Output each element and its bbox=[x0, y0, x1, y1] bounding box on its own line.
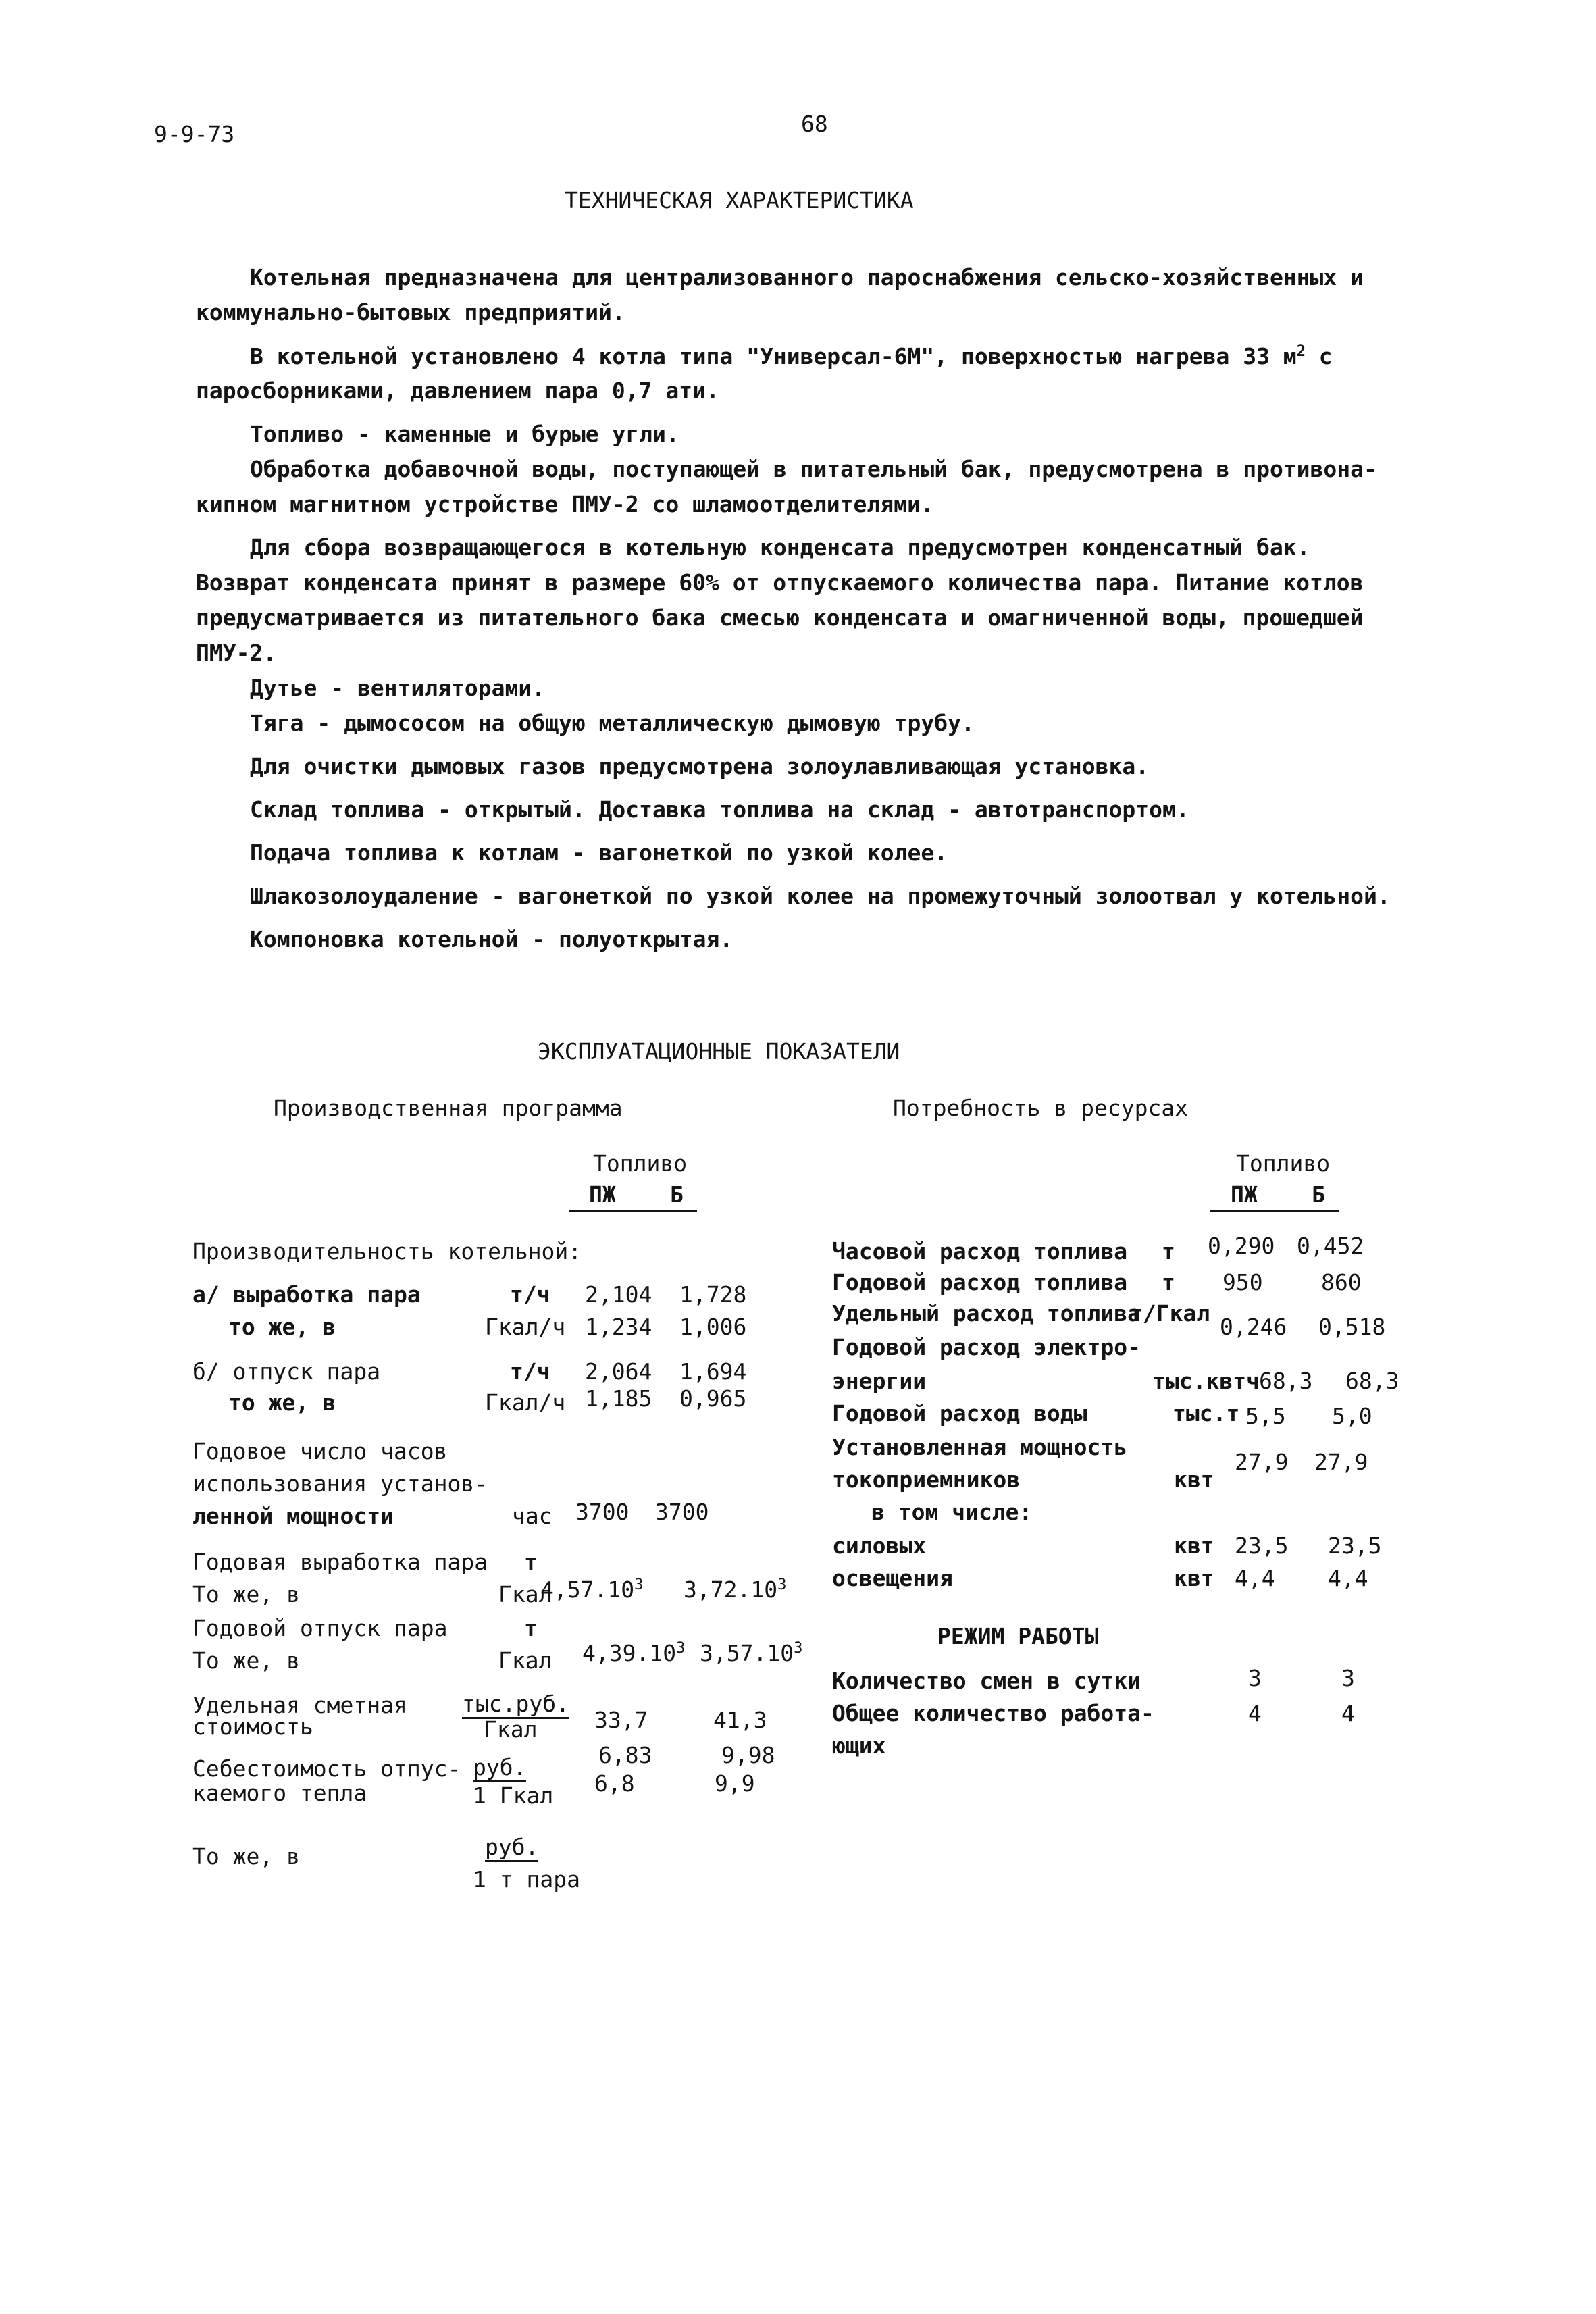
unit-denominator: 1 Гкал bbox=[473, 1782, 554, 1809]
fuel-b-label: Б bbox=[1312, 1181, 1325, 1208]
production-heading: Производственная программа bbox=[274, 1095, 623, 1121]
row-label: силовых bbox=[832, 1533, 927, 1559]
value-pzh: 1,234 bbox=[585, 1314, 652, 1340]
value-pzh: 0,290 bbox=[1208, 1233, 1275, 1259]
row-unit: т bbox=[1162, 1269, 1175, 1295]
row-label: а/ выработка пара bbox=[192, 1281, 421, 1308]
row-label: Установленная мощность bbox=[832, 1434, 1128, 1460]
value-pzh: 33,7 bbox=[594, 1707, 648, 1733]
value-b bbox=[700, 1640, 802, 1666]
row-unit: Гкал/ч bbox=[485, 1389, 566, 1416]
unit-numerator bbox=[473, 1755, 526, 1780]
paragraph-line: ПМУ-2. bbox=[196, 640, 277, 666]
document-code: 9-9-73 bbox=[154, 121, 235, 147]
value-mantissa: 3,72.10 bbox=[684, 1576, 778, 1603]
section-title: ЭКСПЛУАТАЦИОННЫЕ ПОКАЗАТЕЛИ bbox=[538, 1038, 900, 1064]
row-label: То же, в bbox=[192, 1647, 300, 1674]
value-b: 4,4 bbox=[1328, 1565, 1368, 1591]
row-unit: т bbox=[524, 1549, 538, 1575]
row-label: Количество смен в сутки bbox=[832, 1668, 1141, 1694]
row-label: Себестоимость отпус- bbox=[192, 1755, 461, 1782]
resources-heading: Потребность в ресурсах bbox=[893, 1095, 1189, 1121]
paragraph-line: Подача топлива к котлам - вагонеткой по узкой колее. bbox=[250, 840, 948, 866]
row-unit: т bbox=[524, 1615, 538, 1641]
row-label: стоимость bbox=[192, 1714, 313, 1740]
row-unit: квт bbox=[1174, 1466, 1214, 1493]
value-b: 5,0 bbox=[1332, 1403, 1372, 1429]
row-label: Годовой расход воды bbox=[832, 1400, 1087, 1426]
page-number: 68 bbox=[801, 111, 828, 137]
row-unit: т/ч bbox=[510, 1358, 550, 1385]
row-label: освещения bbox=[832, 1565, 953, 1591]
row-label: б/ отпуск пара bbox=[192, 1358, 381, 1385]
unit-denominator: 1 т пара bbox=[473, 1866, 580, 1893]
unit-numerator bbox=[485, 1834, 538, 1860]
row-label: То же, в bbox=[192, 1581, 300, 1608]
paragraph-line: Шлакозолоудаление - вагонеткой по узкой колее на промежуточный золоотвал у котельной. bbox=[250, 883, 1391, 909]
value-pzh: 5,5 bbox=[1245, 1403, 1286, 1429]
paragraph-text: с bbox=[1305, 343, 1333, 369]
row-unit: тыс.т bbox=[1173, 1400, 1240, 1426]
value-exponent: 3 bbox=[794, 1640, 803, 1657]
value-pzh: 4 bbox=[1248, 1700, 1262, 1726]
row-unit: Гкал/ч bbox=[485, 1314, 566, 1340]
value-b: 860 bbox=[1321, 1269, 1362, 1295]
value-mantissa: 4,57.10 bbox=[540, 1576, 635, 1603]
row-label: ленной мощности bbox=[192, 1503, 394, 1529]
value-b: 23,5 bbox=[1328, 1533, 1382, 1559]
row-label: Годовое число часов bbox=[192, 1438, 448, 1464]
superscript: 2 bbox=[1296, 343, 1306, 360]
paragraph-line: Тяга - дымососом на общую металлическую дымовую трубу. bbox=[250, 710, 975, 736]
fuel-b-label: Б bbox=[670, 1181, 684, 1208]
paragraph-line: Дутье - вентиляторами. bbox=[250, 675, 546, 701]
paragraph-line: Обработка добавочной воды, поступающей в питательный бак, предусмотрена в противона- bbox=[250, 456, 1377, 482]
value-b: 41,3 bbox=[713, 1707, 767, 1733]
fuel-header: Топливо bbox=[1236, 1150, 1331, 1177]
row-label: использования установ- bbox=[192, 1470, 488, 1497]
row-unit: тыс.квтч bbox=[1152, 1368, 1260, 1394]
paragraph-text: В котельной установлено 4 котла типа "Универсал-6М", поверхностью нагрева 33 м bbox=[250, 343, 1297, 369]
row-unit: квт bbox=[1174, 1533, 1214, 1559]
fuel-pzh-label: ПЖ bbox=[589, 1181, 616, 1208]
unit-text: руб. bbox=[485, 1834, 538, 1862]
paragraph-line: Склад топлива - открытый. Доставка топлива на склад - автотранспортом. bbox=[250, 796, 1189, 823]
paragraph-line: предусматривается из питательного бака смесью конденсата и омагниченной воды, прошедшей bbox=[196, 605, 1364, 631]
row-unit: квт bbox=[1174, 1565, 1214, 1591]
value-b: 3 bbox=[1341, 1665, 1355, 1691]
value-pzh: 0,246 bbox=[1220, 1314, 1287, 1340]
paragraph-line: коммунально-бытовых предприятий. bbox=[196, 299, 625, 326]
value-pzh: 6,83 bbox=[598, 1742, 652, 1768]
fuel-pzh-label: ПЖ bbox=[1231, 1181, 1258, 1208]
paragraph-line: Возврат конденсата принят в размере 60% от отпускаемого количества пара. Питание котлов bbox=[196, 569, 1364, 596]
value-b: 9,98 bbox=[721, 1742, 775, 1768]
value-pzh: 2,104 bbox=[585, 1281, 652, 1308]
value-b: 1,728 bbox=[679, 1281, 747, 1308]
value-pzh: 2,064 bbox=[585, 1358, 652, 1385]
row-unit: Гкал bbox=[498, 1581, 552, 1608]
row-unit: т/Гкал bbox=[1129, 1300, 1210, 1327]
value-b: 1,694 bbox=[679, 1358, 747, 1385]
row-unit: т/ч bbox=[510, 1281, 550, 1308]
row-label: Годовой отпуск пара bbox=[192, 1615, 448, 1641]
value-b bbox=[684, 1576, 786, 1603]
paragraph-line: кипном магнитном устройстве ПМУ-2 со шламоотделителями. bbox=[196, 491, 934, 517]
row-unit: Гкал bbox=[498, 1647, 552, 1674]
value-b: 1,006 bbox=[679, 1314, 747, 1340]
value-pzh: 68,3 bbox=[1259, 1368, 1313, 1394]
work-mode-title: РЕЖИМ РАБОТЫ bbox=[937, 1623, 1099, 1649]
value-exponent: 3 bbox=[676, 1640, 686, 1657]
value-pzh: 950 bbox=[1222, 1269, 1263, 1295]
value-b: 0,965 bbox=[679, 1385, 747, 1412]
value-pzh: 1,185 bbox=[585, 1385, 652, 1412]
row-label: в том числе: bbox=[871, 1499, 1033, 1525]
paragraph-line: Компоновка котельной - полуоткрытая. bbox=[250, 926, 733, 952]
value-b: 68,3 bbox=[1345, 1368, 1399, 1394]
row-label: Годовая выработка пара bbox=[192, 1549, 488, 1575]
value-pzh: 6,8 bbox=[594, 1770, 635, 1797]
value-exponent: 3 bbox=[777, 1576, 787, 1593]
page-title: ТЕХНИЧЕСКАЯ ХАРАКТЕРИСТИКА bbox=[565, 187, 914, 213]
value-b: 4 bbox=[1341, 1700, 1355, 1726]
value-exponent: 3 bbox=[634, 1576, 644, 1593]
value-pzh bbox=[540, 1576, 643, 1603]
value-mantissa: 4,39.10 bbox=[582, 1640, 677, 1666]
row-label: Удельный расход топлива bbox=[832, 1300, 1141, 1327]
fuel-header: Топливо bbox=[593, 1150, 688, 1177]
value-pzh: 3 bbox=[1248, 1665, 1262, 1691]
value-b: 3700 bbox=[655, 1499, 709, 1525]
row-label: Общее количество работа- bbox=[832, 1700, 1154, 1726]
unit-text: тыс.руб. bbox=[462, 1691, 569, 1719]
row-label: Годовой расход топлива bbox=[832, 1269, 1128, 1295]
paragraph-line: Для сбора возвращающегося в котельную конденсата предусмотрен конденсатный бак. bbox=[250, 534, 1310, 561]
value-b: 0,518 bbox=[1318, 1314, 1386, 1340]
row-label: то же, в bbox=[228, 1389, 336, 1416]
paragraph-line bbox=[250, 343, 1333, 369]
unit-text: руб. bbox=[473, 1754, 526, 1782]
unit-numerator bbox=[462, 1691, 569, 1717]
value-b: 9,9 bbox=[715, 1770, 755, 1797]
value-pzh: 4,4 bbox=[1235, 1565, 1275, 1591]
row-label: энергии bbox=[832, 1368, 927, 1394]
paragraph-line: Котельная предназначена для централизованного пароснабжения сельско-хозяйственных и bbox=[250, 264, 1364, 290]
row-label: Удельная сметная bbox=[192, 1692, 407, 1718]
paragraph-line: паросборниками, давлением пара 0,7 ати. bbox=[196, 378, 719, 404]
capacity-label: Производительность котельной: bbox=[192, 1238, 582, 1264]
row-unit: час bbox=[512, 1503, 552, 1529]
value-pzh: 3700 bbox=[575, 1499, 629, 1525]
row-unit: т bbox=[1162, 1238, 1175, 1264]
value-b: 0,452 bbox=[1297, 1233, 1364, 1259]
unit-denominator: Гкал bbox=[484, 1716, 538, 1743]
value-pzh: 27,9 bbox=[1235, 1449, 1289, 1475]
row-label: Часовой расход топлива bbox=[832, 1238, 1128, 1264]
value-pzh: 23,5 bbox=[1235, 1533, 1289, 1559]
value-mantissa: 3,57.10 bbox=[700, 1640, 794, 1666]
paragraph-line: Для очистки дымовых газов предусмотрена золоулавливающая установка. bbox=[250, 753, 1150, 779]
row-label: Годовой расход электро- bbox=[832, 1334, 1141, 1360]
row-label: То же, в bbox=[192, 1843, 300, 1870]
value-pzh bbox=[582, 1640, 685, 1666]
row-label: токоприемников bbox=[832, 1466, 1021, 1493]
row-label: то же, в bbox=[228, 1314, 336, 1340]
paragraph-line: Топливо - каменные и бурые угли. bbox=[250, 421, 679, 447]
value-b: 27,9 bbox=[1314, 1449, 1368, 1475]
row-label: ющих bbox=[832, 1732, 886, 1759]
row-label: каемого тепла bbox=[192, 1780, 367, 1806]
